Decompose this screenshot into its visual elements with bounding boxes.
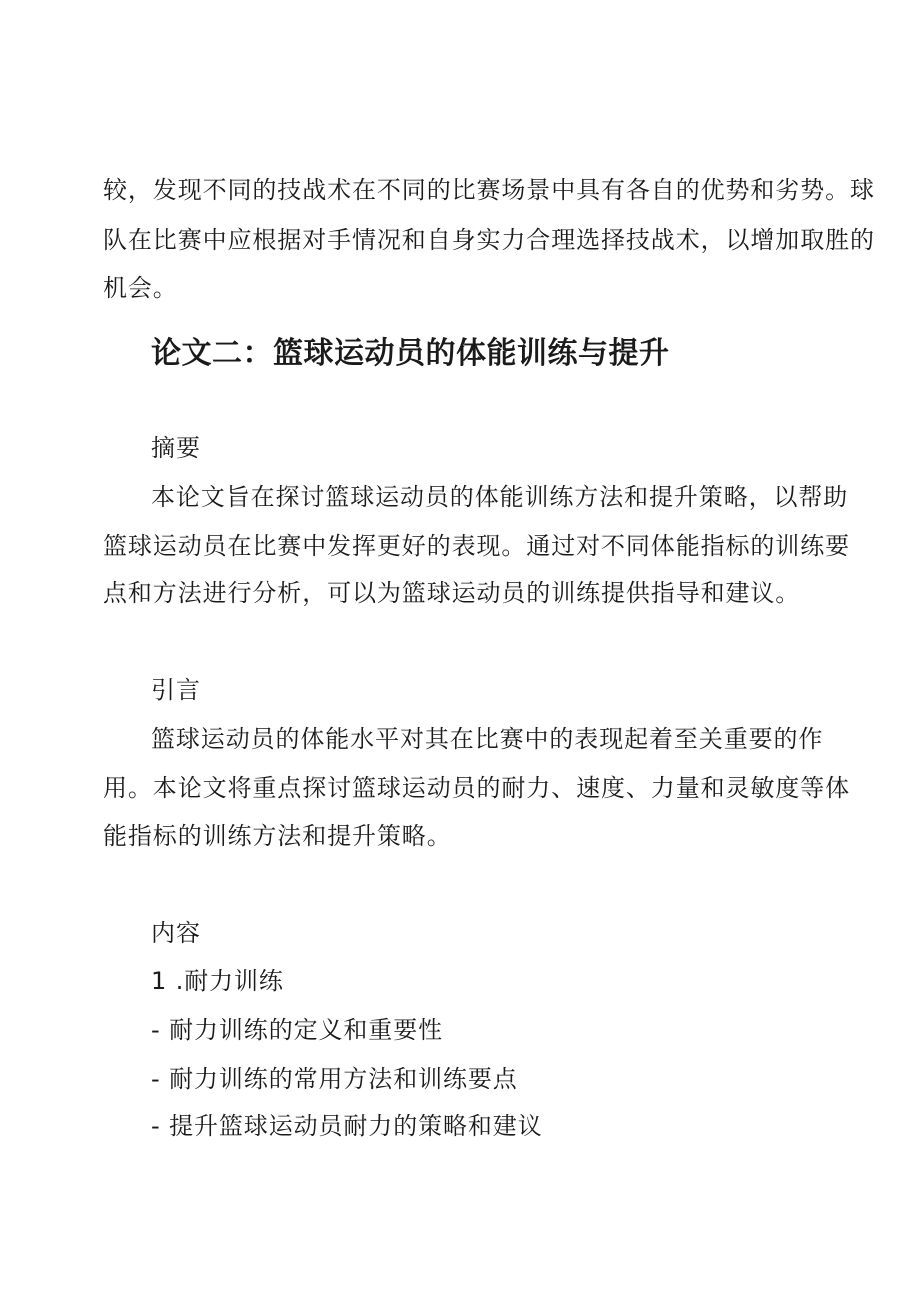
introduction-line-1: 篮球运动员的体能水平对其在比赛中的表现起着至关重要的作 — [151, 725, 824, 753]
abstract-line-1: 本论文旨在探讨篮球运动员的体能训练方法和提升策略，以帮助 — [151, 483, 849, 511]
intro-line-3: 机会。 — [103, 274, 178, 302]
abstract-line-3: 点和方法进行分析，可以为篮球运动员的训练提供指导和建议。 — [103, 579, 801, 607]
intro-line-2: 队在比赛中应根据对手情况和自身实力合理选择技战术，以增加取胜的 — [103, 226, 875, 254]
abstract-line-2: 篮球运动员在比赛中发挥更好的表现。通过对不同体能指标的训练要 — [103, 532, 850, 560]
introduction-heading: 引言 — [151, 676, 201, 704]
introduction-line-3: 能指标的训练方法和提升策略。 — [103, 822, 452, 850]
paper-title: 论文二：篮球运动员的体能训练与提升 — [151, 336, 670, 371]
content-item-4: - 提升篮球运动员耐力的策略和建议 — [151, 1112, 543, 1140]
content-item-1: 1 .耐力训练 — [151, 967, 284, 995]
content-item-2: - 耐力训练的定义和重要性 — [151, 1016, 443, 1044]
abstract-heading: 摘要 — [151, 434, 201, 462]
introduction-line-2: 用。本论文将重点探讨篮球运动员的耐力、速度、力量和灵敏度等体 — [103, 774, 850, 802]
content-heading: 内容 — [151, 919, 201, 947]
intro-line-1: 较，发现不同的技战术在不同的比赛场景中具有各自的优势和劣势。球 — [103, 176, 875, 204]
content-item-3: - 耐力训练的常用方法和训练要点 — [151, 1065, 518, 1093]
